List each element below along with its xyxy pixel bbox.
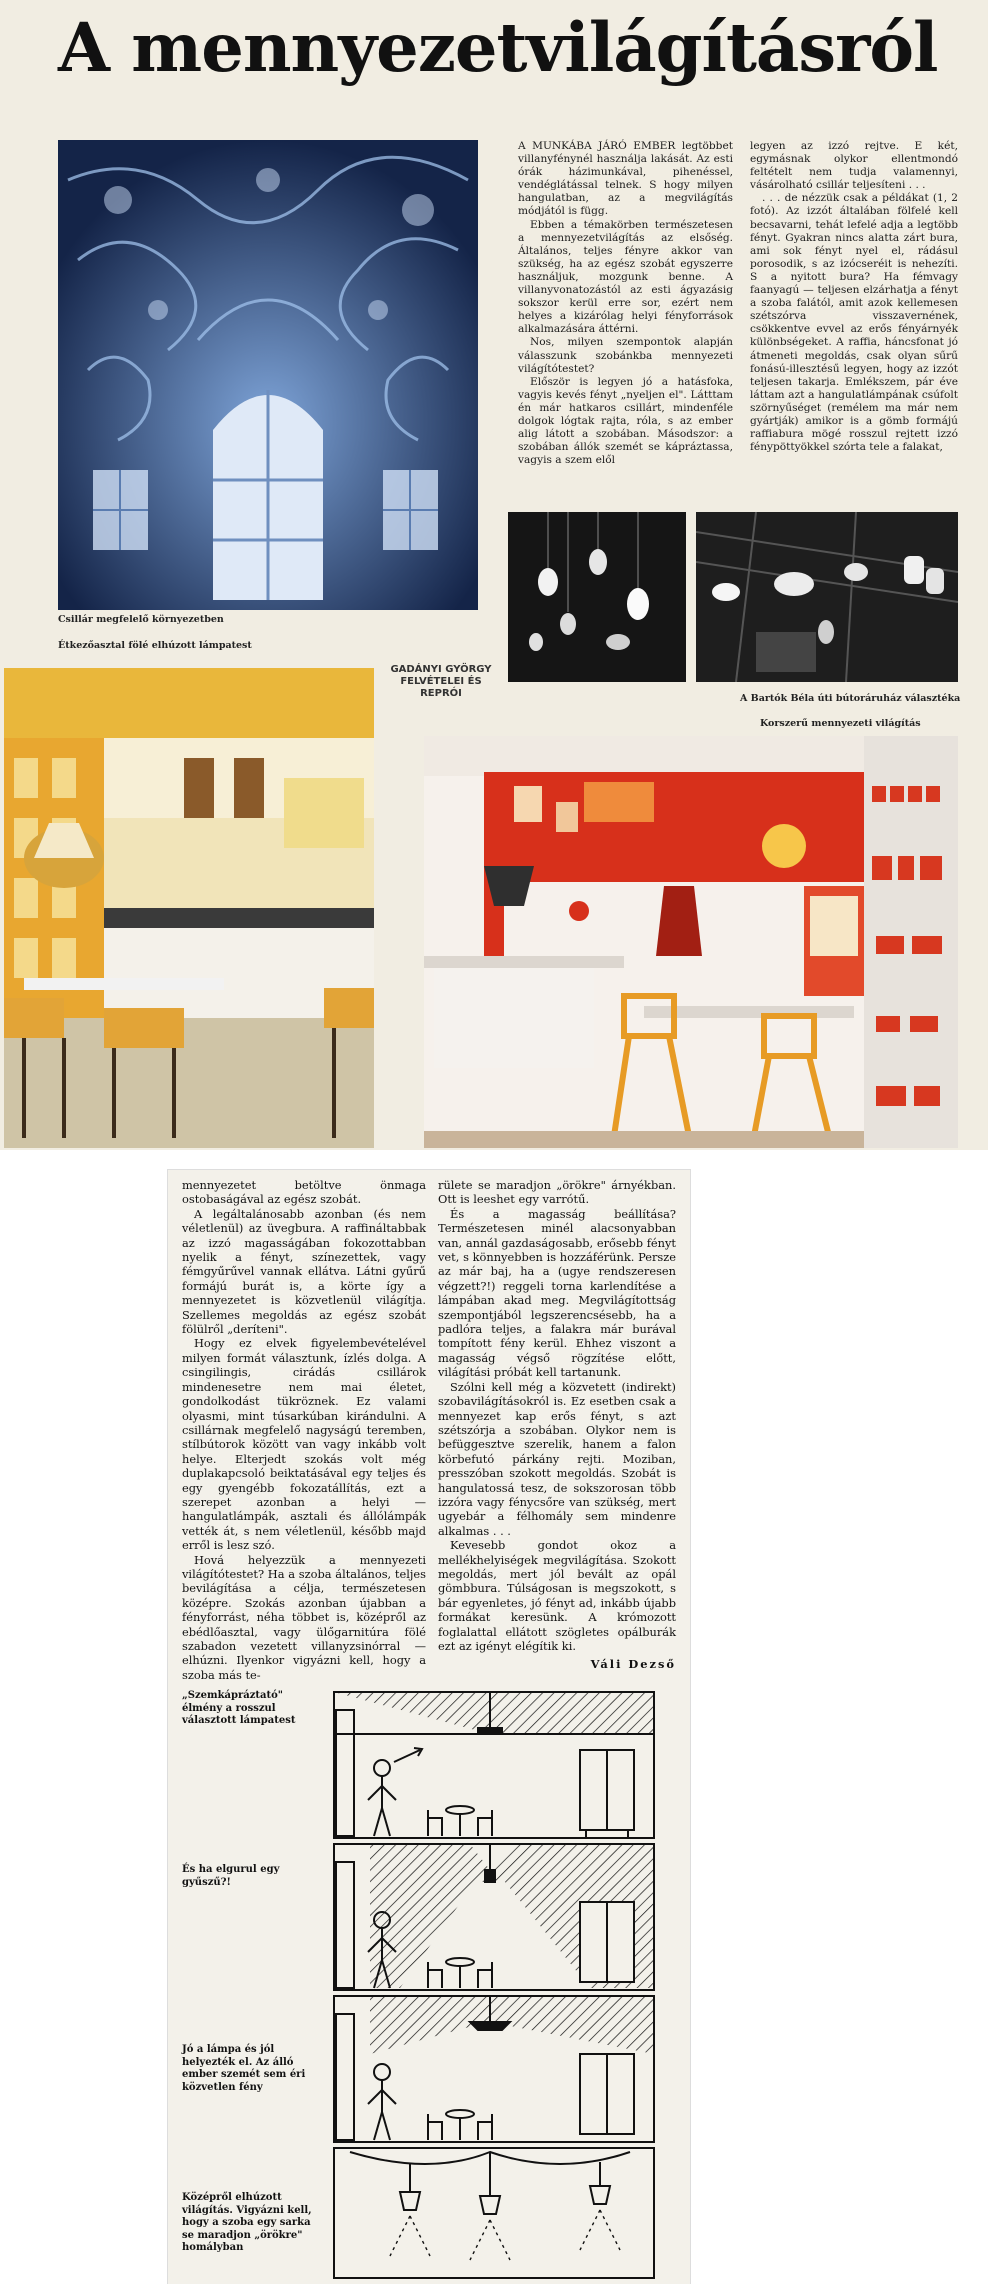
article-column-2: [750, 140, 958, 454]
page2-column-1: [182, 1178, 426, 1682]
paragraph: . . . de nézzük csak a példákat (1, 2 fotó). Az izzót általában fölfelé kell becsavarni, tehát lefelé adja a legtöbb fényt. Gyakran nincs alatta zárt bura, ami sok fényt nyel el, rádásul porosodik, s az izócseréit is nehezíti. S a nyitott bura? Ha fémvagy faanyagú — teljesen elzárhatja a fényt a szoba falától, amit azok kellemesen szétszórva visszavernének, csökkentve evvel az erős fényárnyék különbségeket. A raffia, háncsfonat jó átmeneti megoldás, csak olyan sűrű fonású-illesztésű legyen, hogy az izzót teljesen takarja. Emlékszem, pár éve láttam azt a hangulatlámpának csúfolt szörnyűséget (remélem ma már nem gyártják) amikor is a gömb formájú raffiabura mögé rosszul rejtett izzó fénypöttyökkel szórta tele a falakat,: [750, 192, 958, 454]
lamps-photo-right: [696, 512, 958, 682]
page2-column-2: [438, 1178, 676, 1672]
diagram-panel-3: [334, 1996, 654, 2142]
paragraph: Ebben a témakörben természetesen a mennyezetvilágítás az elsőség. Általános, teljes fényre akkor van szükség, ha az egész szobát egyszerre használjuk, mozgunk benne. A villanyvonatozástól az esti ágyazásig sokszor kerül erre sor, ezért nem helyes a kizárólag helyi fényforrások alkalmazására áttérni.: [518, 218, 733, 336]
article-title: A mennyezetvilágításról: [58, 8, 938, 87]
diagram-caption-2: És ha elgurul egy gyűszű?!: [182, 1864, 280, 1888]
lamps-photo-right-art: [696, 512, 958, 682]
paragraph: Nos, milyen szempontok alapján válasszunk szobánkba mennyezeti világítótestet?: [518, 336, 733, 375]
red-kitchen-photo: [424, 736, 958, 1148]
diagram-caption-4: Középről elhúzott világítás. Vigyázni kell, hogy a szoba egy sarka se maradjon „örökre" homályban: [182, 2192, 312, 2253]
paragraph: Kevesebb gondot okoz a mellékhelyiségek megvilágítása. Szokott megoldás, mert jól bevált az opál gömbbura. Túlságosan is megszokott, s bár egyenletes, jó fényt ad, inkább újabb formákat keresünk. A krómozott foglalattal ellátott szögletes opálburák ezt az igényt elégítik ki.: [438, 1538, 676, 1653]
paragraph: Hogy ez elvek figyelembevételével milyen formát választunk, ízlés dolga. A csingilingis, cirádás csillárok mindenesetre nem mai életet, gondolkodást tükröznek. Ez valami olyasmi, mint túsarkúban kirándulni. A csillárnak megfelelő nagyságú teremben, stílbútorok között van vagy inkább volt helye. Elterjedt szokás volt még duplakapcsoló beiktatásával egy teljes és egy gyengébb fokozatállítás, ezt a szerepet azonban a helyi — hangulatlámpák, asztali és állólámpák vették át, s nem véletlenül, később majd erről is lesz szó.: [182, 1336, 426, 1553]
bartok-caption: A Bartók Béla úti bútoráruház választéka: [740, 693, 961, 704]
diagram-panel-2: [334, 1844, 654, 1990]
paragraph: legyen az izzó rejtve. E két, egymásnak olykor ellentmondó feltételt nem tudja valamennyi, vásárolható csillár teljesíteni . . .: [750, 140, 958, 192]
yellow-kitchen-photo: [4, 668, 374, 1148]
author-signature: Váli Dezső: [590, 1657, 676, 1672]
yellow-kitchen-photo-art: [4, 668, 374, 1148]
diagram-caption-1: „Szemkápráztató" élmény a rosszul választott lámpatest: [182, 1690, 296, 1726]
paragraph: Hová helyezzük a mennyezeti világítótestet? Ha a szoba általános, teljes bevilágítása a célja, természetesen középre. Szokás azonban újabban a fényforrást, néha többet is, középről az ebédlőasztal, vagy ülőgarnitúra fölé szabadon vezetett villanyzsinórral — elhúzni. Ilyenkor vigyázni kell, hogy a szoba más te-: [182, 1552, 426, 1682]
paragraph: Először is legyen jó a hatásfoka, vagyis kevés fényt „nyeljen el". Látttam én már hatkaros csillárt, mindenféle dolgok lógtak rajta, róla, s az ember alig látott a szobában. Másodszor: a szobában állók szemét se kápráztassa, vagyis a szem elől: [518, 375, 733, 467]
paragraph: A MUNKÁBA JÁRÓ EMBER legtöbbet villanyfénynél használja lakását. Az esti órák házimunkával, pihenéssel, vendéglátással telnek. S hogy milyen hangulatban, az a megvilágítás módjától is függ.: [518, 140, 733, 218]
article-column-1: [518, 140, 733, 467]
lamps-photo-left: [508, 512, 686, 682]
paragraph: rülete se maradjon „örökre" árnyékban. Ott is leeshet egy varrótű.: [438, 1178, 676, 1207]
red-kitchen-photo-art: [424, 736, 958, 1148]
modern-caption: Korszerű mennyezeti világítás: [760, 718, 921, 729]
paragraph: És a magasság beállítása? Természetesen minél alacsonyabban van, annál gazdaságosabb, erősebb fényt vet, s könnyebben is hozzáférünk. Persze az már baj, ha a (ugye rendszeresen végzett?!) reggeli torna karlendítése a lámpában akad meg. Megvilágítottság szempontjából legszerencsésebb, ha a padlóra teljes, a falakra már burával tompított fény kerül. Ehhez viszont a magasság végső rögzítése előtt, világítási próbát kell tartanunk.: [438, 1206, 676, 1380]
dining-caption: Étkezőasztal fölé elhúzott lámpatest: [58, 640, 252, 651]
diagram-panel-1: [334, 1692, 654, 1838]
diagram-panel-4: [334, 2148, 654, 2278]
diagram-caption-3: Jó a lámpa és jól helyezték el. Az álló ember szemét sem éri közvetlen fény: [182, 2044, 306, 2093]
chandelier-photo: [58, 140, 478, 610]
lighting-diagrams: [330, 1690, 660, 2280]
lamps-photo-left-art: [508, 512, 686, 682]
paragraph: A legáltalánosabb azonban (és nem véletlenül) az üvegbura. A raffináltabbak az izzó magasságában fokozottabban nyelik a fényt, színezettek, vagy fémgyűrűvel vannak ellátva. Látni gyűrű formájú burát is, a körte így a mennyezetet is közvetlenül világítja. Szellemes megoldás az egész szobát fölülről „deríteni".: [182, 1206, 426, 1337]
chandelier-caption: Csillár megfelelő környezetben: [58, 614, 224, 625]
paragraph: mennyezetet betöltve önmaga ostobaságával az egész szobát.: [182, 1178, 426, 1207]
chandelier-photo-art: [58, 140, 478, 610]
paragraph: Szólni kell még a közvetett (indirekt) szobavilágításokról is. Ez esetben csak a mennyezet kap erős fényt, s azt szétszórja a szobában. Olykor nem is befüggesztve szerelik, hanem a falon körbefutó párkány rejti. Moziban, presszóban szokott megoldás. Szobát is hangulatossá tesz, de sokszorosan több izzóra vagy fénycsőre van szükség, mert ugyebár a félhomály sem mindenre alkalmas . . .: [438, 1379, 676, 1538]
photo-credit: GADÁNYI GYÖRGY FELVÉTELEI ÉS REPRÓI: [390, 664, 492, 699]
